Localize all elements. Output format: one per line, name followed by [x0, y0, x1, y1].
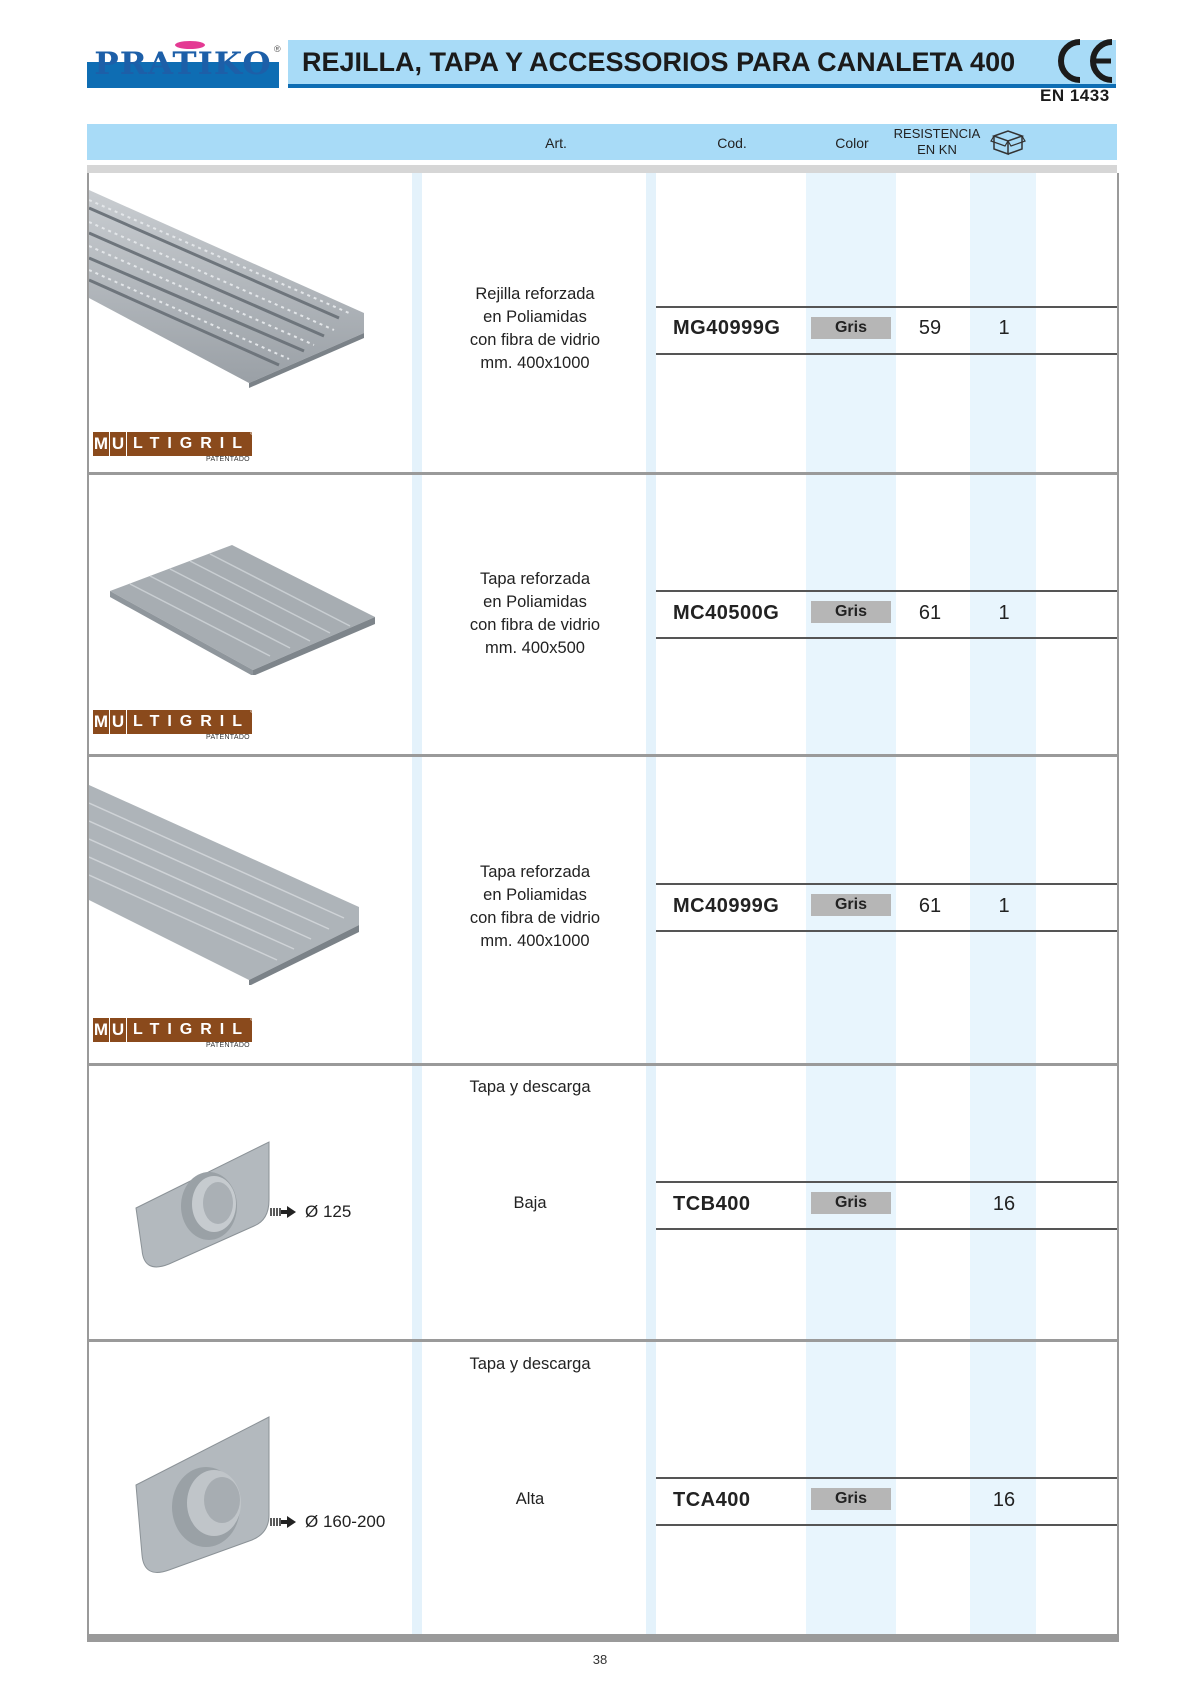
article-variant: Alta [515, 1490, 545, 1508]
color-badge: Gris [811, 317, 891, 339]
resistance-value: 59 [918, 317, 942, 339]
article-code: MC40999G [673, 895, 780, 917]
page-title: REJILLA, TAPA Y ACCESSORIOS PARA CANALETA 400 [302, 47, 1016, 77]
code-line [656, 637, 1117, 639]
article-description: Rejilla reforzada en Poliamidas con fibra de vidrio mm. 400x1000 [469, 285, 601, 372]
code-line [656, 306, 1117, 308]
article-code: TCA400 [673, 1489, 751, 1511]
brand-name: PRATIKO [94, 46, 272, 82]
code-line [656, 1477, 1117, 1479]
color-badge: Gris [811, 894, 891, 916]
package-qty: 1 [998, 602, 1010, 624]
end-cap-low-image [134, 1140, 274, 1270]
code-line [656, 930, 1117, 932]
package-qty: 1 [998, 895, 1010, 917]
resistance-value: 61 [918, 602, 942, 624]
multigril-logo: M U LTIGRIL ® PATENTADO [93, 430, 256, 463]
package-qty: 16 [992, 1489, 1016, 1511]
article-title: Tapa y descarga [469, 1078, 591, 1096]
diameter-label: Ø 125 [305, 1202, 352, 1221]
brand-registered-mark: ® [274, 44, 281, 54]
package-qty: 1 [998, 317, 1010, 339]
row-separator [87, 1063, 1119, 1066]
code-line [656, 1524, 1117, 1526]
col-resistencia: RESISTENCIA EN KN [893, 126, 981, 157]
code-line [656, 1181, 1117, 1183]
article-description: Tapa reforzada en Poliamidas con fibra de vidrio mm. 400x500 [469, 570, 601, 657]
code-line [656, 353, 1117, 355]
package-qty: 16 [992, 1193, 1016, 1215]
page-number: 38 [592, 1652, 608, 1667]
diameter-label: Ø 160-200 [305, 1512, 386, 1531]
brand-logo [87, 38, 279, 88]
code-line [656, 590, 1117, 592]
code-line [656, 1228, 1117, 1230]
color-badge: Gris [811, 1192, 891, 1214]
col-art: Art. [545, 135, 567, 151]
article-code: TCB400 [673, 1193, 751, 1215]
arrow-icon [270, 1206, 296, 1218]
col-color: Color [835, 135, 869, 151]
article-title: Tapa y descarga [469, 1355, 591, 1373]
article-description: Tapa reforzada en Poliamidas con fibra de vidrio mm. 400x1000 [469, 863, 601, 950]
multigril-logo: M U LTIGRIL ® PATENTADO [93, 1016, 256, 1049]
row-separator [87, 472, 1119, 475]
cover-image [89, 785, 364, 985]
table-bottom-bar [87, 1634, 1119, 1642]
color-badge: Gris [811, 1488, 891, 1510]
column-header-underline [87, 165, 1117, 173]
row-separator [87, 754, 1119, 757]
article-variant: Baja [513, 1194, 547, 1212]
norm-label: EN 1433 [1040, 86, 1110, 105]
code-line [656, 883, 1117, 885]
arrow-icon [270, 1516, 296, 1528]
col-cod: Cod. [717, 135, 747, 151]
article-code: MC40500G [673, 602, 780, 624]
ce-mark-icon [1054, 36, 1118, 86]
cover-image [110, 545, 375, 675]
multigril-logo: M U LTIGRIL ® PATENTADO [93, 708, 256, 741]
article-code: MG40999G [673, 317, 781, 339]
row-separator [87, 1339, 1119, 1342]
color-badge: Gris [811, 601, 891, 623]
resistance-value: 61 [918, 895, 942, 917]
grating-image [89, 188, 364, 388]
box-icon [990, 127, 1026, 157]
end-cap-high-image [134, 1415, 274, 1575]
title-bar [288, 40, 1116, 88]
